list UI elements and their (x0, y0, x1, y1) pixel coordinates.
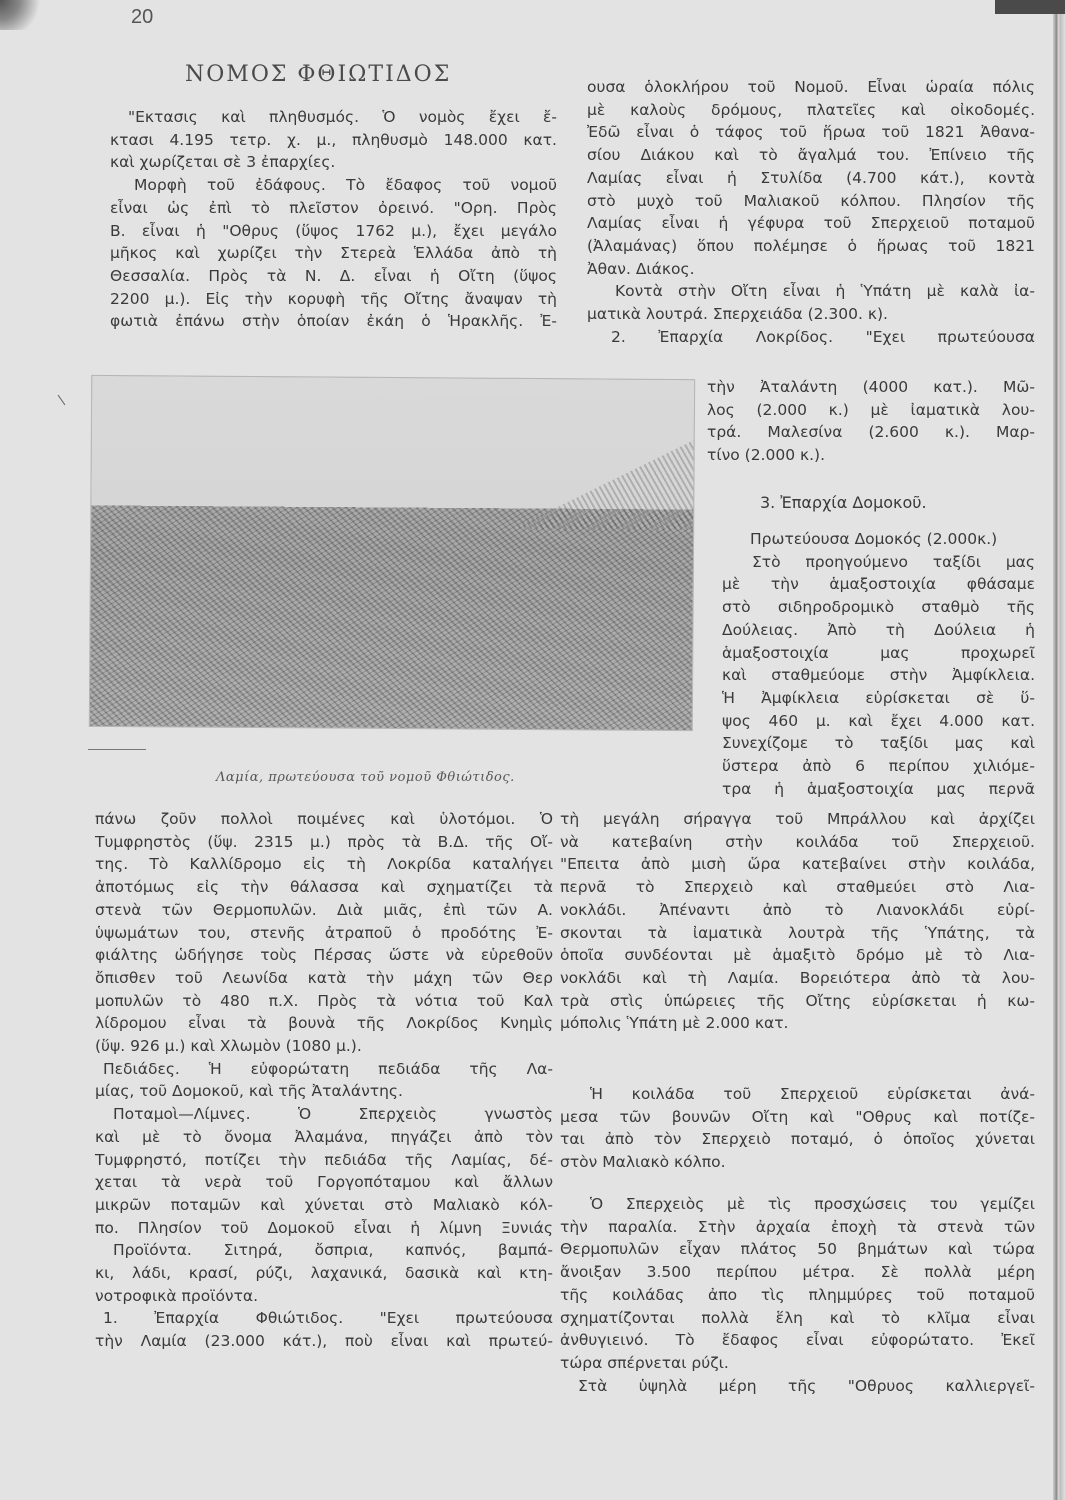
text-line: στὸν Μαλιακὸ κόλπο. (560, 1153, 726, 1172)
text-line: καὶ χωρίζεται σὲ 3 ἐπαρχίες. (110, 153, 336, 172)
photo-hillside (513, 439, 694, 530)
text-line: Ἐδῶ εἶναι ὁ τάφος τοῦ ἥρωα τοῦ 1821 Ἀθανα- (587, 123, 1035, 142)
text-line: τῆς κοιλάδας ἀπο τὶς πλημμύρες τοῦ ποταμοῦ (560, 1285, 1035, 1304)
section-heading-lokridos: 2. Ἐπαρχία Λοκρίδος. "Εχει πρωτεύουσα (611, 327, 1035, 346)
page-corner-shadow (0, 0, 40, 30)
text-line: Τυμφρηστὸς (ὕψ. 2315 μ.) πρὸς τὰ Β.Δ. τῆς Οἴ- (95, 832, 553, 851)
text-line: τρά. Μαλεσίνα (2.600 κ.). Μαρ- (707, 423, 1035, 442)
text-line: Ὁ Σπερχειὸς μὲ τὶς προσχώσεις του γεμίζει (590, 1195, 1035, 1213)
right-column-top (587, 76, 1035, 348)
text-line: τὴν Ἀταλάντη (4000 κατ.). Μῶ- (707, 378, 1035, 396)
text-line: πάνω ζοῦν πολλοὶ ποιμένες καὶ ὑλοτόμοι. Ὁ (95, 810, 553, 828)
text-line: Στὸ προηγούμενο ταξίδι μας (752, 552, 1035, 571)
text-line: χεται τὰ νερὰ τοῦ Γοργοπόταμου καὶ ἄλλων (95, 1173, 553, 1192)
text-line: ψος 460 μ. καὶ ἔχει 4.000 κατ. (722, 711, 1035, 730)
text-line: φιάλτης ὡδήγησε τοὺς Πέρσας ὥστε νὰ εὑρεθοῦν (95, 946, 553, 965)
text-line: ται ἀπὸ τὸν Σπερχειὸ ποταμό, ὁ ὁποῖος χύνεται (560, 1130, 1035, 1149)
text-line: τρα ἡ ἁμαξοστοιχία μας περνᾶ (722, 779, 1035, 798)
right-column-paragraph-2 (560, 1083, 1035, 1174)
text-line: ὁποῖα συνδέονται μὲ ἁμαξιτὸ δρόμο μὲ τὸ Λια- (560, 946, 1035, 965)
text-line: στὸ μυχὸ τοῦ Μαλιακοῦ κόλπου. Πλησίον τῆς (587, 191, 1035, 210)
text-line: Ἡ Ἀμφίκλεια εὑρίσκεται σὲ ὕ- (722, 688, 1035, 707)
text-line: Β. εἶναι ἡ "Οθρυς (ὕψος 1762 μ.), ἔχει μεγάλο (110, 221, 557, 240)
text-line: τὴν παραλία. Στὴν ἀρχαία ἐποχὴ τὰ στενὰ τῶν (560, 1217, 1035, 1236)
photo-caption: Λαμία, πρωτεύουσα τοῦ νομοῦ Φθιώτιδος. (216, 770, 515, 785)
text-line: Προϊόντα. Σιτηρά, ὄσπρια, καπνός, βαμπά- (113, 1241, 553, 1260)
text-line: φωτιὰ ἐπάνω στὴν ὁποίαν ἐκάη ὁ Ἡρακλῆς. Ἐ- (110, 312, 557, 331)
text-line: ματικὰ λουτρά. Σπερχειάδα (2.300. κ). (587, 305, 888, 324)
text-line: καὶ μὲ τὸ ὄνομα Ἀλαμάνα, πηγάζει ἀπὸ τὸν (95, 1127, 553, 1146)
page-number: 20 (131, 6, 154, 28)
text-line: Πεδιάδες. Ἡ εὐφορώτατη πεδιάδα τῆς Λα- (103, 1059, 553, 1078)
text-line: Στὰ ὑψηλὰ μέρη τῆς "Οθρυος καλλιεργεῖ- (578, 1376, 1035, 1395)
section-heading-fthiotidos: 1. Ἐπαρχία Φθιώτιδος. "Εχει πρωτεύουσα (103, 1309, 553, 1328)
text-line: μῆκος καὶ χωρίζει τὴν Στερεὰ Ἑλλάδα ἀπὸ τὴ (110, 244, 557, 263)
text-line: κτασι 4.195 τετρ. χ. μ., πληθυσμὸ 148.000 κατ. (110, 130, 557, 149)
page-title: ΝΟΜΟΣ ΦΘΙΩΤΙΔΟΣ (185, 62, 452, 87)
margin-mark (58, 395, 66, 405)
text-line: Πρωτεύουσα Δομοκός (2.000κ.) (750, 530, 998, 548)
page-binding-edge (1053, 0, 1065, 1500)
text-line: λίδρομου εἶναι τὰ βουνὰ τῆς Λοκρίδος Κνημὶς (95, 1014, 553, 1033)
text-line: Ποταμοὶ—Λίμνες. Ὁ Σπερχειὸς γνωστὸς (113, 1105, 553, 1124)
text-line: σίου Διάκου καὶ τὸ ἄγαλμά του. Ἐπίνειο τῆς (587, 146, 1035, 165)
text-line: Τυμφρηστό, ποτίζει τὴν πεδιάδα τῆς Λαμίας, δέ- (95, 1150, 553, 1169)
text-line: "Εκτασις καὶ πληθυσμός. Ὁ νομὸς ἔχει ἔ- (128, 108, 557, 126)
text-line: Λαμίας εἶναι ἡ Στυλίδα (4.700 κάτ.), κοντὰ (587, 168, 1035, 187)
text-line: νοκλάδι καὶ τὴ Λαμία. Βορειότερα ἀπὸ τὰ λου- (560, 968, 1035, 987)
text-line: ὕστερα ἀπὸ 6 περίπου χιλιόμε- (722, 757, 1035, 776)
text-line: Συνεχίζομε τὸ ταξίδι μας καὶ (722, 734, 1035, 753)
text-line: "Επειτα ἀπὸ μισὴ ὥρα κατεβαίνει στὴν κοιλάδα, (560, 855, 1035, 874)
text-line: τὴ μεγάλη σήραγγα τοῦ Μπράλλου καὶ ἀρχίζει (560, 810, 1035, 828)
text-line: της. Τὸ Καλλίδρομο εἰς τὴ Λοκρίδα καταλήγει (95, 855, 553, 874)
caption-rule (88, 749, 146, 750)
text-line: σκονται τὰ ἰαματικὰ λουτρὰ τῆς Ὑπάτης, τὰ (560, 923, 1035, 942)
text-line: κι, λάδι, κρασί, ρύζι, λαχανικά, δασικὰ καὶ κτη- (95, 1264, 553, 1283)
text-line: τὴν Λαμία (23.000 κάτ.), ποὺ εἶναι καὶ πρωτεύ- (95, 1332, 553, 1351)
text-line: τώρα σπέρνεται ρύζι. (560, 1353, 729, 1372)
text-line: νὰ κατεβαίνη στὴν κοιλάδα τοῦ Σπερχειοῦ. (560, 832, 1035, 851)
text-line: καὶ σταθμεύομε στὴν Ἀμφίκλεια. (722, 666, 1035, 685)
text-line: μεσα τῶν βουνῶν Οἴτη καὶ "Οθρυς καὶ ποτίζε- (560, 1107, 1035, 1126)
text-line: (Ἀλαμάνας) ὅπου πολέμησε ὁ ἥρωας τοῦ 1821 (587, 236, 1035, 255)
text-line: Ἀθαν. Διάκος. (587, 259, 695, 278)
text-line: Ἡ κοιλάδα τοῦ Σπερχειοῦ εὑρίσκεται ἀνά- (590, 1085, 1035, 1103)
text-line: μίας, τοῦ Δομοκοῦ, καὶ τῆς Ἀταλάντης. (95, 1082, 403, 1101)
text-line: ουσα ὁλοκλήρου τοῦ Νομοῦ. Εἶναι ὡραία πόλις (587, 78, 1035, 96)
text-line: στενὰ τῶν Θερμοπυλῶν. Διὰ μιᾶς, ἐπὶ τῶν Α. (95, 900, 553, 919)
left-column-bottom (95, 808, 553, 1353)
text-line: ὑψωμάτων του, στενῆς ἀτραποῦ ὁ προδότης Ἐ- (95, 923, 553, 942)
text-line: ἄνοιξαν 3.500 περίπου μέτρα. Σὲ πολλὰ μέρη (560, 1263, 1035, 1282)
text-line: τίνο (2.000 κ.). (707, 446, 826, 465)
text-line: νοκλάδι. Ἀπέναντι ἀπὸ τὸ Λιανοκλάδι εὑρί- (560, 900, 1035, 919)
text-line: ὄπισθεν τοῦ Λεωνίδα κατὰ τὴν μάχη τῶν Θερ (95, 968, 553, 987)
text-line: λος (2.000 κ.) μὲ ἰαματικὰ λου- (707, 400, 1035, 419)
text-line: ἀνθυγιεινό. Τὸ ἔδαφος εἶναι εὐφορώτατο. Ἐκεῖ (560, 1331, 1035, 1350)
text-line: Θερμοπυλῶν εἶχαν πλάτος 50 βημάτων καὶ τώρα (560, 1240, 1035, 1259)
text-line: νοτροφικὰ προϊόντα. (95, 1286, 259, 1305)
text-line: Λαμίας εἶναι ἡ γέφυρα τοῦ Σπερχειοῦ ποταμοῦ (587, 214, 1035, 233)
text-line: (ὕψ. 926 μ.) καὶ Χλωμὸν (1080 μ.). (95, 1037, 362, 1056)
text-line: σχηματίζονται πολλὰ ἕλη καὶ τὸ κλῖμα εἶναι (560, 1308, 1035, 1327)
text-line: περνᾶ τὸ Σπερχειὸ καὶ σταθμεύει στὸ Λια- (560, 878, 1035, 897)
text-line: μὲ καλοὺς δρόμους, πλατεῖες καὶ οἰκοδομές. (587, 100, 1035, 119)
text-line: εἶναι ὡς ἐπὶ τὸ πλεῖστον ὀρεινό. "Ορη. Πρὸς (110, 198, 557, 217)
text-line: τρὰ στὶς ὑπώρειες τῆς Οἴτης εὑρίσκεται ἡ κω- (560, 991, 1035, 1010)
text-line: μόπολις Ὑπάτη μὲ 2.000 κατ. (560, 1014, 789, 1033)
text-line: ἀποτόμως εἰς τὴν θάλασσα καὶ σχηματίζει τὰ (95, 878, 553, 897)
left-column-top (110, 106, 557, 333)
right-column-domokou (722, 528, 1035, 800)
text-line: 2200 μ.). Εἰς τὴν κορυφὴ τῆς Οἴτης ἄναψαν τὴ (110, 289, 557, 308)
section-heading-domokou: 3. Ἐπαρχία Δομοκοῦ. (760, 493, 927, 512)
page-binding-top (995, 0, 1065, 14)
text-line: στὸ σιδηροδρομικὸ σταθμὸ τῆς (722, 598, 1035, 617)
text-line: Θεσσαλία. Πρὸς τὰ Ν. Δ. εἶναι ἡ Οἴτη (ὕψος (110, 266, 557, 285)
right-column-bottom (560, 808, 1035, 1035)
text-line: Μορφὴ τοῦ ἐδάφους. Τὸ ἔδαφος τοῦ νομοῦ (134, 176, 557, 195)
text-line: Δούλειας. Ἀπὸ τὴ Δούλεια ἡ (722, 620, 1035, 639)
text-line: Κοντὰ στὴν Οἴτη εἶναι ἡ Ὑπάτη μὲ καλὰ ἰα- (615, 282, 1035, 301)
text-line: πο. Πλησίον τοῦ Δομοκοῦ εἶναι ἡ λίμνη Ξυνιάς (95, 1218, 553, 1237)
text-line: ἁμαξοστοιχία μας προχωρεῖ (722, 643, 1035, 662)
right-column-mid (707, 376, 1035, 467)
lamia-photo (89, 375, 695, 731)
text-line: μοπυλῶν τὸ 480 π.Χ. Πρὸς τὰ νότια τοῦ Καλ (95, 991, 553, 1010)
right-column-paragraph-3 (560, 1193, 1035, 1397)
text-line: μὲ τὴν ἁμαξοστοιχία φθάσαμε (722, 575, 1035, 594)
text-line: μικρῶν ποταμῶν καὶ χύνεται στὸ Μαλιακὸ κόλ- (95, 1195, 553, 1214)
